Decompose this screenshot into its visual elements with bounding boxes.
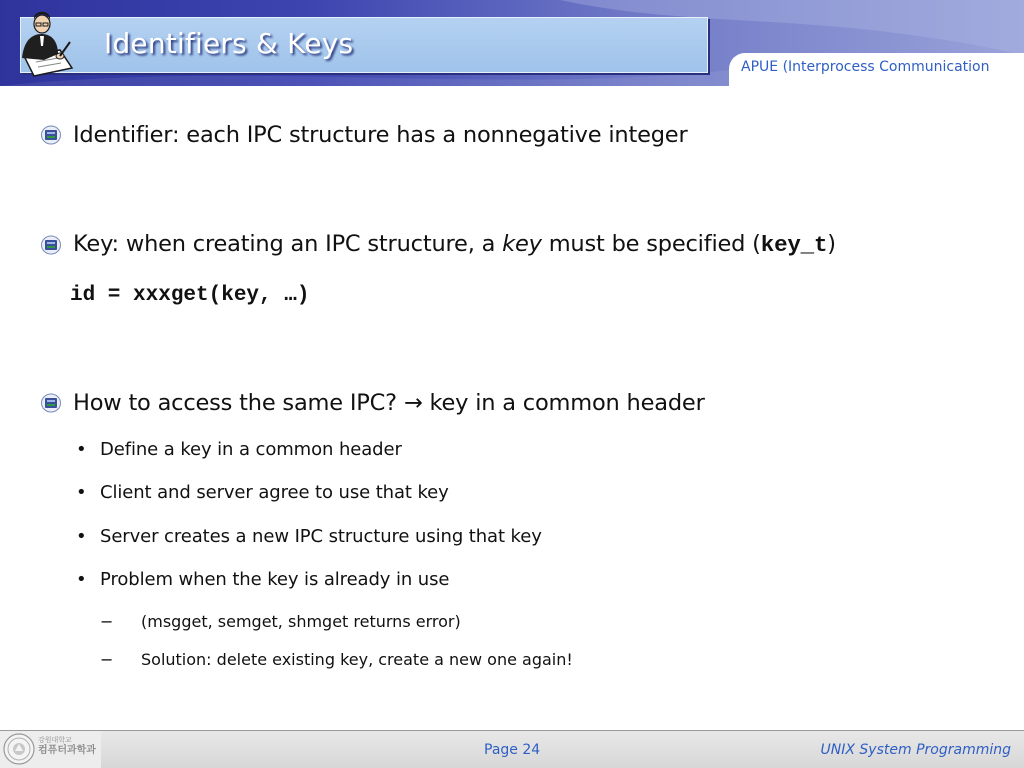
bullet-access-text-start: How to access the same IPC?	[73, 390, 404, 416]
bullet-access	[40, 390, 705, 416]
scholar-figure-icon	[14, 6, 78, 78]
dash-bullet: −	[100, 650, 114, 669]
bullet-key-text-end: )	[827, 231, 836, 257]
bullet-key-text-middle: must be specified (	[541, 231, 761, 257]
list-item-nested-text: Solution: delete existing key, create a new one again!	[141, 650, 573, 669]
department-label: 컴퓨터과학과	[38, 744, 96, 756]
book-bullet-icon	[40, 234, 62, 256]
page-number: Page 24	[484, 742, 541, 758]
bullet-dot: •	[76, 526, 87, 547]
bullet-access-text-end: key in a common header	[422, 390, 705, 416]
list-item	[76, 439, 402, 460]
bullet-key-text	[73, 231, 836, 258]
list-item	[76, 526, 542, 547]
bullet-dot: •	[76, 569, 87, 590]
list-item-nested	[100, 612, 461, 631]
university-name: 강원대학교	[38, 736, 72, 744]
bullet-dot: •	[76, 439, 87, 460]
arrow-right-icon: →	[403, 390, 423, 416]
bullet-dot: •	[76, 482, 87, 503]
list-item-text: Problem when the key is already in use	[100, 569, 450, 590]
list-item-nested-text: (msgget, semget, shmget returns error)	[141, 612, 461, 631]
bullet-key	[40, 231, 836, 258]
slide-title: Identifiers & Keys	[104, 27, 354, 60]
course-tag: APUE (Interprocess Communication	[741, 59, 990, 75]
book-bullet-icon	[40, 124, 62, 146]
key-type-code: key_t	[760, 232, 828, 258]
bullet-access-text	[73, 390, 705, 416]
bullet-identifier-text: Identifier: each IPC structure has a nonnegative integer	[73, 122, 688, 148]
list-item	[76, 569, 449, 590]
list-item-text: Client and server agree to use that key	[100, 482, 449, 503]
book-bullet-icon	[40, 392, 62, 414]
key-emphasis: key	[502, 231, 542, 257]
list-item-text: Define a key in a common header	[100, 439, 402, 460]
university-seal-icon	[3, 733, 35, 765]
list-item	[76, 482, 449, 503]
bullet-identifier	[40, 122, 688, 148]
list-item-text: Server creates a new IPC structure using that key	[100, 526, 542, 547]
list-item-nested	[100, 650, 573, 669]
bullet-key-text-start: Key: when creating an IPC structure, a	[73, 231, 503, 257]
course-name: UNIX System Programming	[820, 742, 1011, 758]
code-example: id = xxxget(key, …)	[70, 284, 310, 307]
department-name	[38, 737, 100, 756]
dash-bullet: −	[100, 612, 114, 631]
